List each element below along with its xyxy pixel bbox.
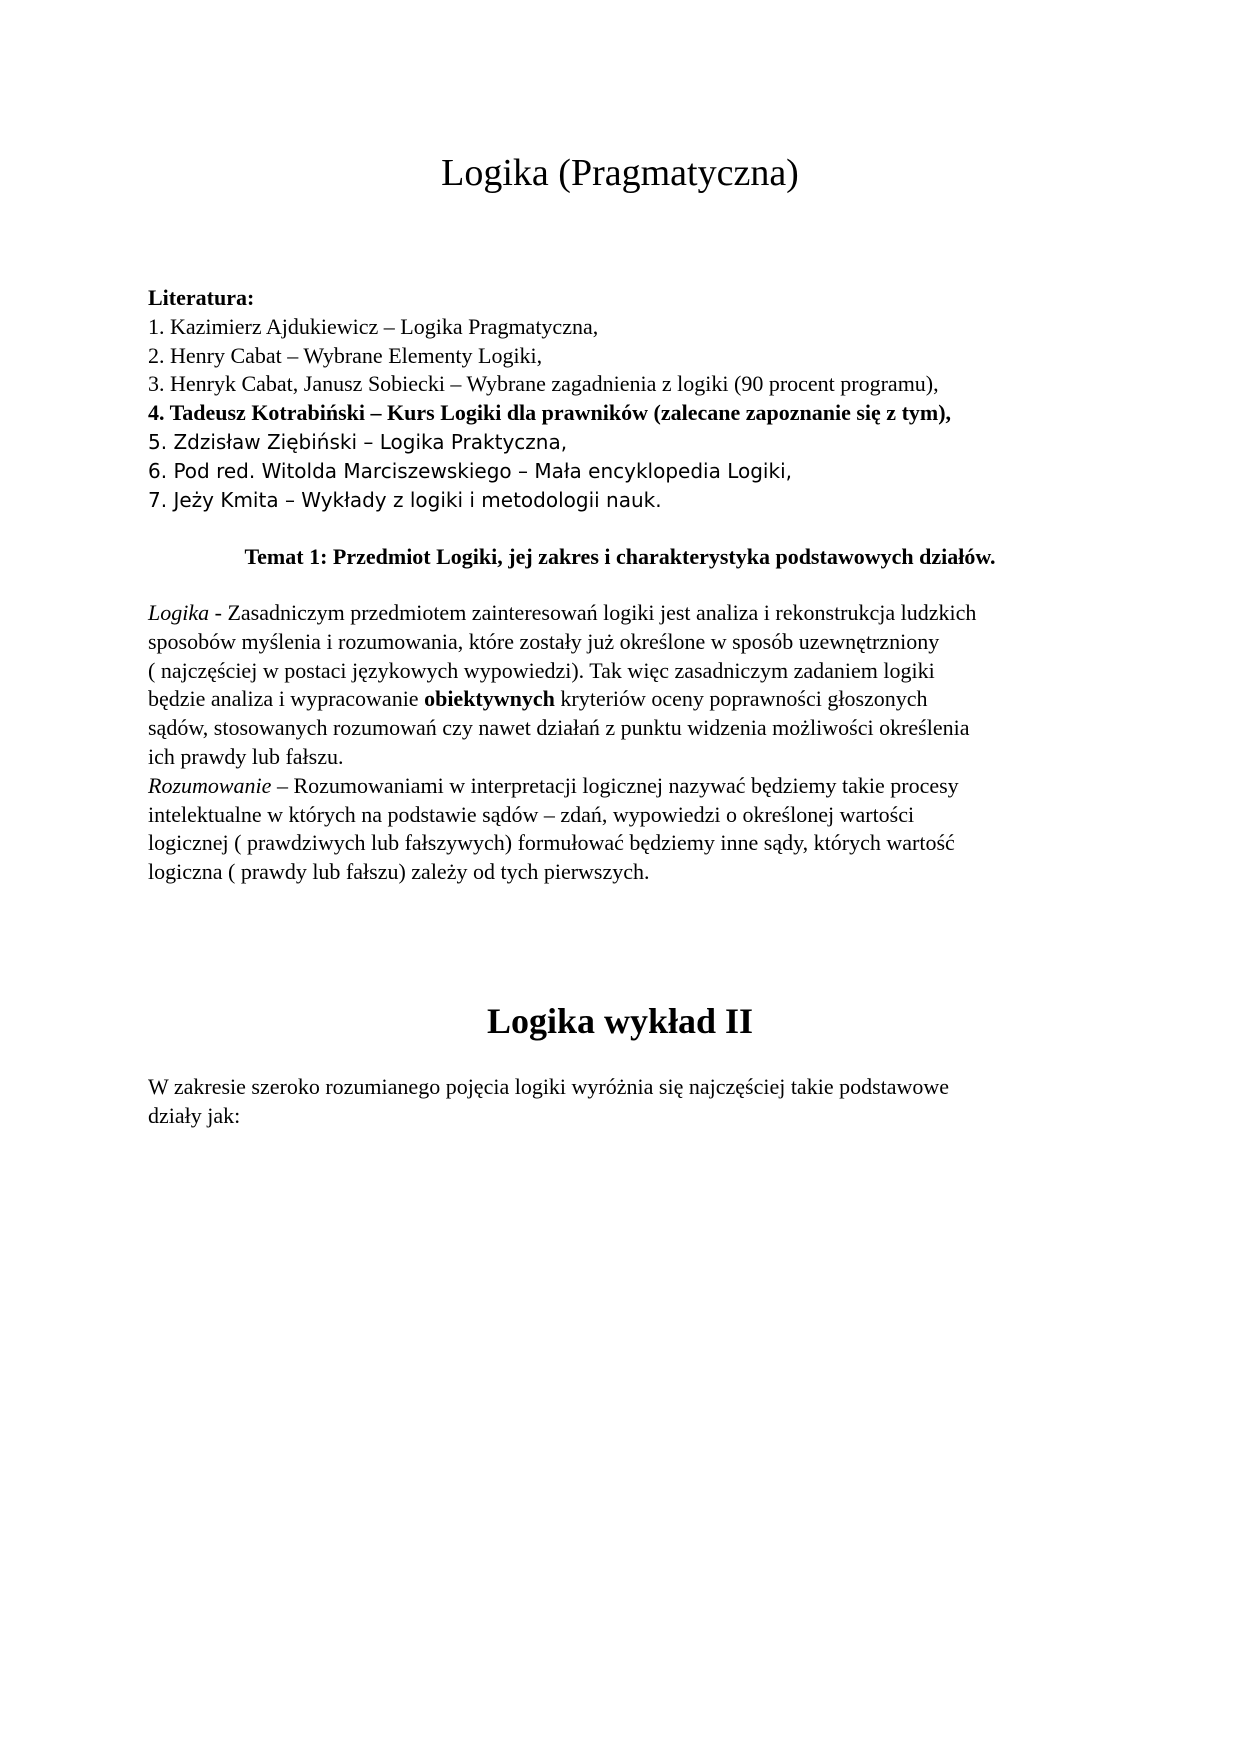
literature-item-7: 7. Jeży Kmita – Wykłady z logiki i metodologii nauk. [148, 487, 662, 512]
literature-item-1: 1. Kazimierz Ajdukiewicz – Logika Pragmatyczna, [148, 313, 599, 339]
logika-text-1: - Zasadniczym przedmiotem zainteresowań logiki jest analiza i rekonstrukcja ludzkich [209, 600, 977, 625]
document-title: Logika (Pragmatyczna) [441, 152, 799, 194]
rozumowanie-line-3: logicznej ( prawdziwych lub fałszywych) formułować będziemy inne sądy, których wartość [148, 830, 955, 856]
literature-item-2: 2. Henry Cabat – Wybrane Elementy Logiki, [148, 342, 543, 368]
literature-item-6: 6. Pod red. Witolda Marciszewskiego – Mała encyklopedia Logiki, [148, 458, 792, 483]
lecture-2-paragraph [148, 1073, 1098, 1131]
literature-section [148, 284, 1098, 514]
rozumowanie-text-1: – Rozumowaniami w interpretacji logicznej nazywać będziemy takie procesy [271, 772, 959, 798]
literature-heading: Literatura: [148, 285, 255, 310]
lecture-2-heading: Logika wykład II [486, 1001, 754, 1041]
logika-term: Logika [148, 600, 210, 625]
rozumowanie-term: Rozumowanie [148, 772, 272, 798]
rozumowanie-line-1 [148, 772, 1098, 801]
logika-line-1 [148, 599, 1098, 628]
literature-item-4: 4. Tadeusz Kotrabiński – Kurs Logiki dla prawników (zalecane zapoznanie się z tym), [148, 400, 952, 426]
logika-line-6: ich prawdy lub fałszu. [148, 743, 344, 769]
logika-line-4 [148, 685, 1098, 714]
literature-item-5: 5. Zdzisław Ziębiński – Logika Praktyczna, [148, 429, 568, 454]
rozumowanie-line-4: logiczna ( prawdy lub fałszu) zależy od tych pierwszych. [148, 859, 650, 885]
topic-heading: Temat 1: Przedmiot Logiki, jej zakres i charakterystyka podstawowych działów. [244, 544, 996, 569]
logika-text-4b: kryteriów oceny poprawności głoszonych [554, 686, 928, 712]
logika-text-4a: będzie analiza i wypracowanie [148, 686, 425, 712]
obiektywnych-emphasis: obiektywnych [424, 686, 555, 712]
logika-line-3: ( najczęściej w postaci językowych wypowiedzi). Tak więc zasadniczym zadaniem logiki [148, 657, 935, 683]
definitions-paragraph [148, 599, 1098, 887]
logika-line-2: sposobów myślenia i rozumowania, które zostały już określone w sposób uzewnętrzniony [148, 628, 940, 654]
lecture-2-line-1: W zakresie szeroko rozumianego pojęcia logiki wyróżnia się najczęściej takie podstawowe [148, 1074, 950, 1099]
literature-item-3: 3. Henryk Cabat, Janusz Sobiecki – Wybrane zagadnienia z logiki (90 procent programu), [148, 371, 939, 397]
rozumowanie-line-2: intelektualne w których na podstawie sądów – zdań, wypowiedzi o określonej wartości [148, 801, 915, 827]
logika-line-5: sądów, stosowanych rozumowań czy nawet działań z punktu widzenia możliwości określenia [148, 715, 970, 741]
lecture-2-line-2: działy jak: [148, 1102, 241, 1128]
